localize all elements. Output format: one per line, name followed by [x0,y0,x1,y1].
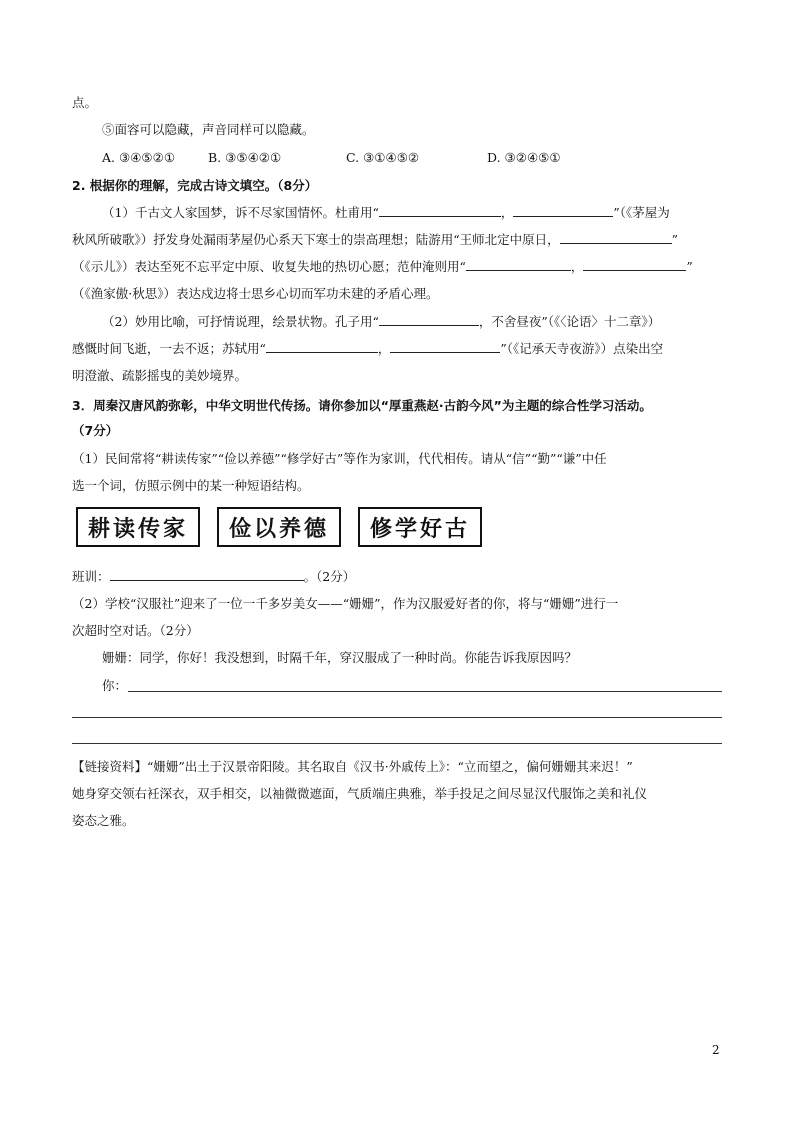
q2-text: ”（《记承天寺夜游》）点染出空 [500,341,664,356]
answer-label: 班训： [72,569,110,584]
choice-a-letter: A. [102,150,116,165]
motto-box-1: 耕读传家 [76,507,200,547]
blank-field[interactable] [390,339,500,353]
option-5-text: ⑤面容可以隐藏，声音同样可以隐藏。 [102,122,315,137]
q2-part2-line1 [102,312,660,332]
choice-a [102,148,175,168]
q2-text: 秋风所破歌》）抒发身处漏雨茅屋仍心系天下寒士的崇高理想；陆游用“王师北定中原日， [72,232,560,247]
q2-part2-line3: 明澄澈、疏影摇曳的美妙境界。 [72,368,248,383]
class-motto-answer [72,567,355,587]
link-material-line3: 姿态之雅。 [72,813,135,828]
you-label: 你： [102,678,128,693]
q2-text: ， [377,341,391,356]
question-2-title: 2. 根据你的理解，完成古诗文填空。（8分） [72,178,318,193]
q2-part1-line1 [102,203,670,223]
blank-field[interactable] [379,203,501,217]
link-material-line1: 【链接资料】“姗姗”出土于汉景帝阳陵。其名取自《汉书·外戚传上》：“立而望之，偏何姗姗其来迟！” [72,759,633,774]
answer-line-3[interactable] [72,743,722,744]
choice-b-text: ③⑤④②① [225,150,282,165]
q2-text: （2）妙用比喻，可抒情说理，绘景状物。孔子用“ [102,314,379,329]
q3-part1-line1: （1）民间常将“耕读传家”“俭以养德”“修学好古”等作为家训，代代相传。请从“信”“勤”“谦”中任 [72,451,607,466]
q3-part2-line1: （2）学校“汉服社”迎来了一位一千多岁美女——“姗姗”，作为汉服爱好者的你，将与“姗姗”进行一 [72,596,619,611]
question-3-score: （7分） [72,423,119,438]
page-number: 2 [712,1043,720,1057]
class-motto-blank[interactable] [110,567,304,581]
q2-text: （1）千古文人家国梦，诉不尽家国情怀。杜甫用“ [102,205,379,220]
choice-a-text: ③④⑤②① [119,150,176,165]
motto-box-2: 俭以养德 [217,507,341,547]
q3-part2-line2: 次超时空对话。（2分） [72,623,199,638]
previous-text-fragment: 点。 [72,95,98,110]
choice-d-text: ③②④⑤① [504,150,561,165]
choice-b [208,148,281,168]
q2-part2-line2 [72,339,663,359]
answer-line-1[interactable] [128,691,722,692]
answer-line-2[interactable] [72,717,722,718]
q2-text: ， [570,259,584,274]
q2-text: （《示儿》）表达至死不忘平定中原、收复失地的热切心愿；范仲淹则用“ [72,259,466,274]
choice-b-letter: B. [208,150,222,165]
q2-part1-line4: （《渔家傲·秋思》）表达戍边将士思乡心切而军功未建的矛盾心理。 [72,286,439,301]
q2-text: ”（《茅屋为 [613,205,670,220]
q2-text: ” [686,259,693,274]
question-3-title: 3．周秦汉唐风韵弥彰，中华文明世代传扬。请你参加以“厚重燕赵·古韵今风”为主题的综合性学习活动。 [72,398,652,413]
choice-d-letter: D. [487,150,501,165]
q2-text: 感慨时间飞逝，一去不返；苏轼用“ [72,341,266,356]
q2-text: ， [500,205,514,220]
blank-field[interactable] [466,257,571,271]
answer-score: 。（2分） [303,569,356,584]
blank-field[interactable] [583,257,686,271]
choice-c [346,148,419,168]
blank-field[interactable] [513,203,613,217]
choice-c-letter: C. [346,150,360,165]
choice-c-text: ③①④⑤② [363,150,420,165]
q2-part1-line3 [72,257,693,277]
motto-box-3: 修学好古 [358,507,482,547]
q2-part1-line2 [72,230,678,250]
blank-field[interactable] [266,339,378,353]
blank-field[interactable] [560,230,672,244]
q3-part1-line2: 选一个词，仿照示例中的某一种短语结构。 [72,478,310,493]
q2-text: ” [671,232,679,247]
link-material-line2: 她身穿交领右衽深衣，双手相交，以袖微微遮面，气质端庄典雅，举手投足之间尽显汉代服饰之美和礼仪 [72,786,648,801]
blank-field[interactable] [379,312,479,326]
choice-d [487,148,561,168]
q2-text: ，不舍昼夜”（《〈论语〉十二章》） [478,314,661,329]
dialogue-shanshan: 姗姗：同学，你好！我没想到，时隔千年，穿汉服成了一种时尚。你能告诉我原因吗？ [102,650,578,665]
